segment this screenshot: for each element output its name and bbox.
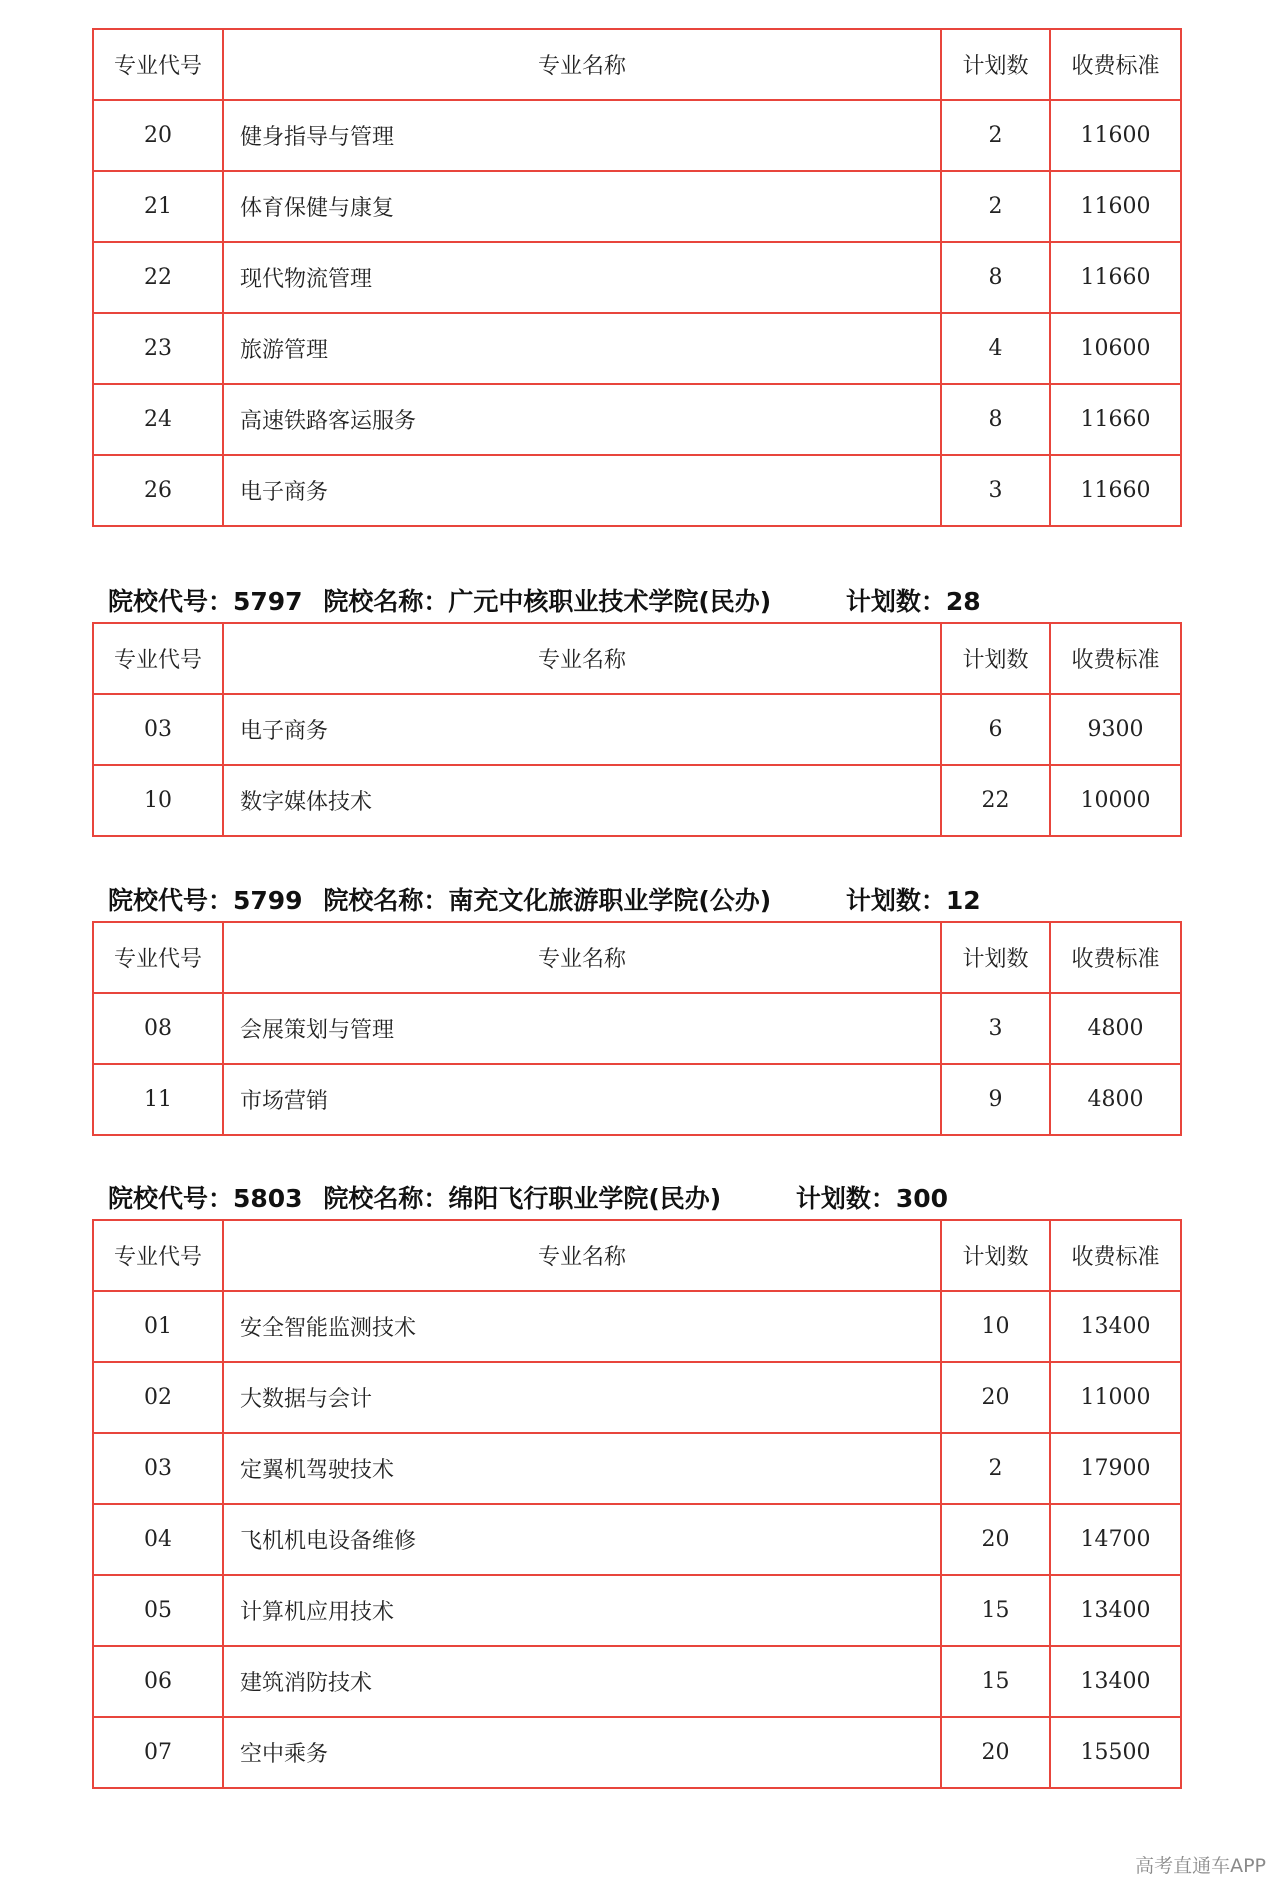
major-code: 01 — [93, 1291, 223, 1362]
tuition-fee: 10600 — [1050, 313, 1181, 384]
table-row — [93, 313, 1181, 384]
plan-count: 3 — [941, 993, 1050, 1064]
col-header-name: 专业名称 — [223, 29, 941, 100]
col-header-code: 专业代号 — [93, 1220, 223, 1291]
major-code: 26 — [93, 455, 223, 526]
school-plan-total: 计划数：300 — [795, 1184, 949, 1213]
tuition-fee: 11660 — [1050, 242, 1181, 313]
major-name: 大数据与会计 — [223, 1362, 941, 1433]
major-name: 市场营销 — [223, 1064, 941, 1135]
school-code: 院校代号：5803 — [108, 1184, 303, 1213]
table-row — [93, 1064, 1181, 1135]
col-header-name: 专业名称 — [223, 623, 941, 694]
col-header-code: 专业代号 — [93, 922, 223, 993]
table-row — [93, 171, 1181, 242]
major-code: 03 — [93, 694, 223, 765]
plan-count: 2 — [941, 1433, 1050, 1504]
plan-count: 10 — [941, 1291, 1050, 1362]
table-row — [93, 1504, 1181, 1575]
major-code: 04 — [93, 1504, 223, 1575]
plan-count: 15 — [941, 1646, 1050, 1717]
col-header-code: 专业代号 — [93, 623, 223, 694]
major-code: 08 — [93, 993, 223, 1064]
tuition-fee: 11000 — [1050, 1362, 1181, 1433]
school-header — [108, 884, 981, 918]
major-code: 23 — [93, 313, 223, 384]
plan-count: 22 — [941, 765, 1050, 836]
tuition-fee: 11660 — [1050, 384, 1181, 455]
major-code: 06 — [93, 1646, 223, 1717]
major-code: 10 — [93, 765, 223, 836]
tuition-fee: 10000 — [1050, 765, 1181, 836]
col-header-plan: 计划数 — [941, 29, 1050, 100]
school-code: 院校代号：5799 — [108, 886, 303, 915]
school-name: 院校名称：广元中核职业技术学院(民办) — [323, 587, 772, 616]
major-name: 会展策划与管理 — [223, 993, 941, 1064]
col-header-plan: 计划数 — [941, 623, 1050, 694]
major-name: 健身指导与管理 — [223, 100, 941, 171]
tuition-fee: 13400 — [1050, 1646, 1181, 1717]
major-table-5803 — [92, 1219, 1182, 1789]
tuition-fee: 13400 — [1050, 1575, 1181, 1646]
major-code: 11 — [93, 1064, 223, 1135]
plan-count: 2 — [941, 100, 1050, 171]
table-header-row — [93, 623, 1181, 694]
major-name: 空中乘务 — [223, 1717, 941, 1788]
plan-count: 20 — [941, 1362, 1050, 1433]
tuition-fee: 11600 — [1050, 100, 1181, 171]
table-row — [93, 694, 1181, 765]
table-row — [93, 1433, 1181, 1504]
table-row — [93, 100, 1181, 171]
school-plan-total: 计划数：12 — [845, 886, 981, 915]
table-row — [93, 384, 1181, 455]
plan-count: 4 — [941, 313, 1050, 384]
major-table-continued — [92, 28, 1182, 527]
tuition-fee: 13400 — [1050, 1291, 1181, 1362]
col-header-fee: 收费标准 — [1050, 623, 1181, 694]
major-name: 电子商务 — [223, 694, 941, 765]
major-code: 05 — [93, 1575, 223, 1646]
major-name: 数字媒体技术 — [223, 765, 941, 836]
table-header-row — [93, 1220, 1181, 1291]
plan-count: 8 — [941, 384, 1050, 455]
plan-count: 2 — [941, 171, 1050, 242]
table-row — [93, 242, 1181, 313]
table-row — [93, 1362, 1181, 1433]
major-code: 22 — [93, 242, 223, 313]
major-name: 定翼机驾驶技术 — [223, 1433, 941, 1504]
watermark: 高考直通车APP — [1135, 1855, 1266, 1877]
major-code: 03 — [93, 1433, 223, 1504]
table-row — [93, 765, 1181, 836]
major-name: 体育保健与康复 — [223, 171, 941, 242]
tuition-fee: 17900 — [1050, 1433, 1181, 1504]
major-table-5799 — [92, 921, 1182, 1136]
plan-count: 9 — [941, 1064, 1050, 1135]
major-name: 电子商务 — [223, 455, 941, 526]
tuition-fee: 15500 — [1050, 1717, 1181, 1788]
col-header-name: 专业名称 — [223, 922, 941, 993]
col-header-fee: 收费标准 — [1050, 1220, 1181, 1291]
table-header-row — [93, 922, 1181, 993]
table-row — [93, 1575, 1181, 1646]
table-row — [93, 455, 1181, 526]
school-code: 院校代号：5797 — [108, 587, 303, 616]
table-row — [93, 1646, 1181, 1717]
major-code: 24 — [93, 384, 223, 455]
col-header-plan: 计划数 — [941, 922, 1050, 993]
plan-count: 15 — [941, 1575, 1050, 1646]
col-header-fee: 收费标准 — [1050, 29, 1181, 100]
tuition-fee: 11660 — [1050, 455, 1181, 526]
school-header — [108, 585, 981, 619]
table-row — [93, 1717, 1181, 1788]
plan-count: 8 — [941, 242, 1050, 313]
table-row — [93, 993, 1181, 1064]
school-header — [108, 1182, 948, 1216]
major-name: 旅游管理 — [223, 313, 941, 384]
major-name: 建筑消防技术 — [223, 1646, 941, 1717]
school-plan-total: 计划数：28 — [845, 587, 981, 616]
plan-count: 20 — [941, 1504, 1050, 1575]
major-name: 计算机应用技术 — [223, 1575, 941, 1646]
table-row — [93, 1291, 1181, 1362]
tuition-fee: 11600 — [1050, 171, 1181, 242]
major-name: 现代物流管理 — [223, 242, 941, 313]
major-table-5797 — [92, 622, 1182, 837]
major-code: 07 — [93, 1717, 223, 1788]
major-code: 02 — [93, 1362, 223, 1433]
col-header-fee: 收费标准 — [1050, 922, 1181, 993]
plan-count: 20 — [941, 1717, 1050, 1788]
table-header-row — [93, 29, 1181, 100]
tuition-fee: 9300 — [1050, 694, 1181, 765]
school-name: 院校名称：南充文化旅游职业学院(公办) — [323, 886, 772, 915]
school-name: 院校名称：绵阳飞行职业学院(民办) — [323, 1184, 722, 1213]
tuition-fee: 4800 — [1050, 1064, 1181, 1135]
tuition-fee: 14700 — [1050, 1504, 1181, 1575]
plan-count: 3 — [941, 455, 1050, 526]
col-header-name: 专业名称 — [223, 1220, 941, 1291]
tuition-fee: 4800 — [1050, 993, 1181, 1064]
major-name: 安全智能监测技术 — [223, 1291, 941, 1362]
col-header-code: 专业代号 — [93, 29, 223, 100]
major-name: 高速铁路客运服务 — [223, 384, 941, 455]
plan-count: 6 — [941, 694, 1050, 765]
major-name: 飞机机电设备维修 — [223, 1504, 941, 1575]
col-header-plan: 计划数 — [941, 1220, 1050, 1291]
major-code: 20 — [93, 100, 223, 171]
major-code: 21 — [93, 171, 223, 242]
